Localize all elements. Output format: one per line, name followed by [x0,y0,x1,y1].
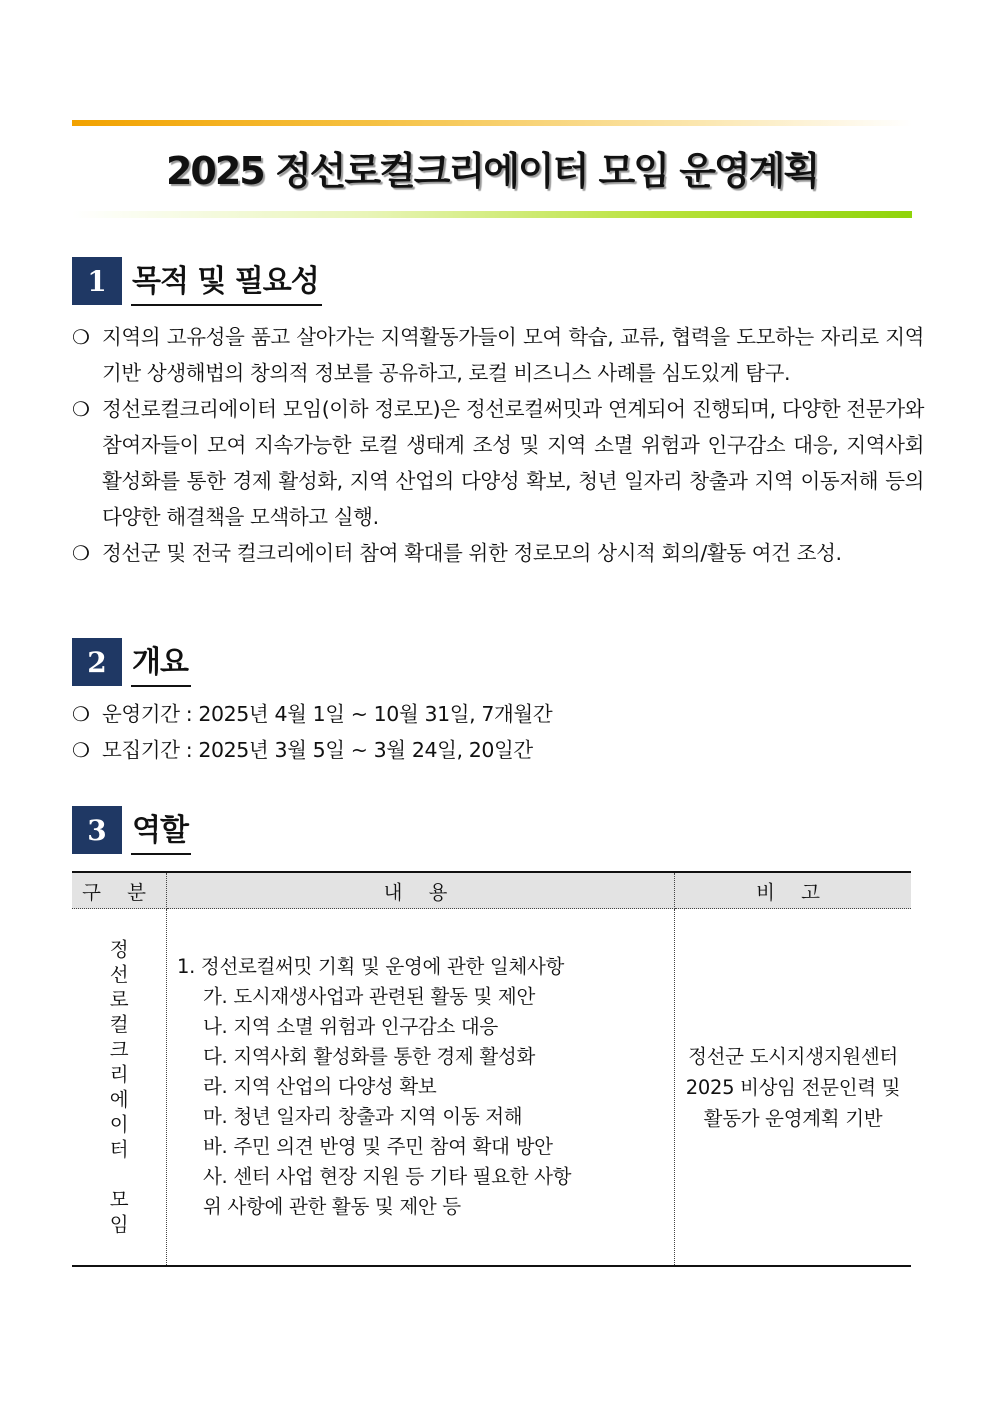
table-header-category: 구 분 [72,872,167,909]
section-number-badge: 2 [72,638,122,686]
bullet-item [72,391,924,535]
content-sub-item: 바. 주민 의견 반영 및 주민 참여 확대 방안 [203,1135,553,1158]
bullet-item [72,319,924,391]
bullet-item [72,696,924,732]
bullet-circle-icon: ❍ [72,702,90,726]
bullet-circle-icon: ❍ [72,397,90,421]
content-sub-item: 가. 도시재생사업과 관련된 활동 및 제안 [203,985,535,1008]
note-line: 정선군 도시지생지원센터 [688,1044,898,1068]
category-cell [72,909,167,1267]
bullet-circle-icon: ❍ [72,541,90,565]
section-title: 개요 [131,643,191,687]
content-sub-item: 나. 지역 소멸 위험과 인구감소 대응 [203,1015,498,1038]
content-sub-item: 위 사항에 관한 활동 및 제안 등 [203,1195,461,1218]
table-row [72,909,911,1267]
content-sub-item: 마. 청년 일자리 창출과 지역 이동 저해 [203,1105,523,1128]
bullet-item [72,535,924,571]
note-line: 2025 비상임 전문인력 및 [685,1075,901,1099]
section-1-bullets [72,319,924,571]
content-sub-item: 사. 센터 사업 현장 지원 등 기타 필요한 사항 [203,1165,572,1188]
section-2-header [72,638,191,686]
section-3-header [72,806,191,854]
table-header-row [72,872,911,909]
section-1-header [72,257,322,305]
note-cell [675,909,912,1267]
title-top-bar [72,120,912,126]
section-number-badge: 3 [72,806,122,854]
table-header-content: 내 용 [167,872,675,909]
bullet-item [72,732,924,768]
bullet-circle-icon: ❍ [72,738,90,762]
section-title: 목적 및 필요성 [131,262,322,306]
content-main-item: 1. 정선로컬써밋 기획 및 운영에 관한 일체사항 [177,955,565,978]
content-cell [167,909,675,1267]
section-2-bullets [72,696,924,768]
note-line: 활동가 운영계획 기반 [703,1106,883,1130]
table-header-note: 비 고 [675,872,912,909]
content-list [177,952,673,1222]
title-bottom-bar [72,211,912,218]
document-title: 2025 정선로컬크리에이터 모임 운영계획 [165,149,819,193]
roles-table [72,871,911,1267]
bullet-text: 정선로컬크리에이터 모임(이하 정로모)은 정선로컬써밋과 연계되어 진행되며, 다양한 전문가와 참여자들이 모여 지속가능한 로컬 생태계 조성 및 지역 소멸 위험과 인구감소 대응, 지역사회 활성화를 통한 경제 활성화, 지역 산업의 다양성 확보, 청년 일자리 창출과 지역 이동저해 등의 다양한 해결책을 모색하고 실행. [102,397,924,529]
category-vertical-text: 정 선 로 컬 크 리 에 이 터 모 임 [109,938,129,1236]
section-title: 역할 [131,811,191,855]
bullet-text: 지역의 고유성을 품고 살아가는 지역활동가들이 모여 학습, 교류, 협력을 도모하는 자리로 지역기반 상생해법의 창의적 정보를 공유하고, 로컬 비즈니스 사례를 심도있게 탐구. [102,325,924,385]
bullet-text: 운영기간 : 2025년 4월 1일 ~ 10월 31일, 7개월간 [102,702,553,726]
bullet-text: 정선군 및 전국 컬크리에이터 참여 확대를 위한 정로모의 상시적 회의/활동 여건 조성. [102,541,842,565]
section-number-badge: 1 [72,257,122,305]
bullet-circle-icon: ❍ [72,325,90,349]
content-sub-item: 라. 지역 산업의 다양성 확보 [203,1075,437,1098]
bullet-text: 모집기간 : 2025년 3월 5일 ~ 3월 24일, 20일간 [102,738,533,762]
content-sub-item: 다. 지역사회 활성화를 통한 경제 활성화 [203,1045,535,1068]
